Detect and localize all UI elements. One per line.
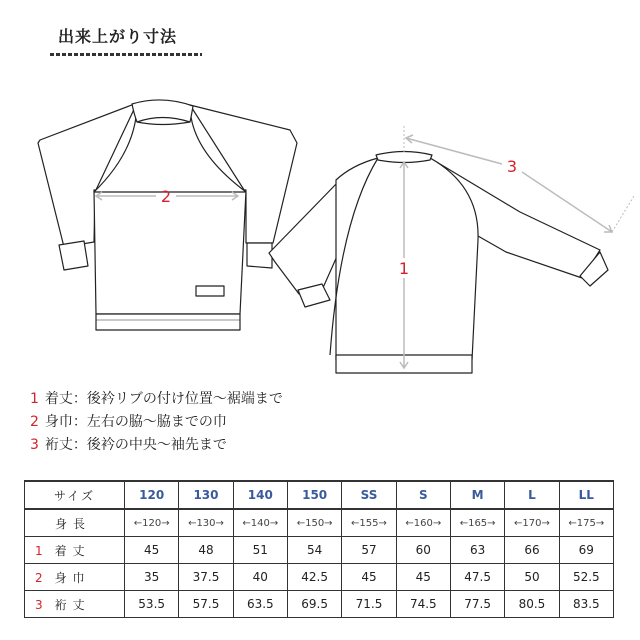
height-row (25, 509, 614, 537)
size-header-cell: 120 (125, 481, 179, 509)
value-cell: 45 (396, 564, 450, 591)
row-label: 2 身巾 (25, 564, 125, 591)
size-header-cell: L (505, 481, 559, 509)
height-cell: ←160→ (396, 509, 450, 537)
measure-label-length: 1 (398, 259, 410, 278)
height-cell: ←140→ (233, 509, 287, 537)
value-cell: 40 (233, 564, 287, 591)
size-header-cell: 150 (287, 481, 341, 509)
value-cell: 47.5 (450, 564, 504, 591)
size-header-cell: LL (559, 481, 613, 509)
value-cell: 51 (233, 537, 287, 564)
row-label: 1 着丈 (25, 537, 125, 564)
value-cell: 69.5 (287, 591, 341, 618)
height-cell: ←120→ (125, 509, 179, 537)
front-right-cuff (247, 243, 272, 268)
value-cell: 45 (342, 564, 396, 591)
front-left-cuff (59, 241, 88, 270)
size-header-cell: SS (342, 481, 396, 509)
size-header-row (25, 481, 614, 509)
value-cell: 83.5 (559, 591, 613, 618)
size-header-cell: 140 (233, 481, 287, 509)
value-cell: 63 (450, 537, 504, 564)
value-cell: 50 (505, 564, 559, 591)
height-cell: ←175→ (559, 509, 613, 537)
table-row-sleeve (25, 591, 614, 618)
value-cell: 74.5 (396, 591, 450, 618)
height-cell: ←150→ (287, 509, 341, 537)
size-table (24, 480, 614, 618)
height-cell: ←165→ (450, 509, 504, 537)
value-cell: 77.5 (450, 591, 504, 618)
size-header-cell: S (396, 481, 450, 509)
row-label: 3 裄丈 (25, 591, 125, 618)
height-cell: ←170→ (505, 509, 559, 537)
height-cell: ←130→ (179, 509, 233, 537)
value-cell: 71.5 (342, 591, 396, 618)
value-cell: 42.5 (287, 564, 341, 591)
front-hem-rib (96, 314, 240, 330)
value-cell: 35 (125, 564, 179, 591)
size-header-cell: M (450, 481, 504, 509)
size-header-cell: 130 (179, 481, 233, 509)
value-cell: 45 (125, 537, 179, 564)
value-cell: 60 (396, 537, 450, 564)
page-title: 出来上がり寸法 (58, 27, 178, 46)
table-row-length (25, 537, 614, 564)
value-cell: 48 (179, 537, 233, 564)
value-cell: 69 (559, 537, 613, 564)
height-row-label: 身長 (25, 509, 125, 537)
size-header-label: サイズ (25, 481, 125, 509)
table-row-body-width (25, 564, 614, 591)
height-cell: ←155→ (342, 509, 396, 537)
legend-item-sleeve: 3 裄丈：後衿の中央〜袖先まで (30, 437, 227, 453)
value-cell: 57 (342, 537, 396, 564)
value-cell: 66 (505, 537, 559, 564)
measure-label-sleeve: 3 (506, 157, 518, 176)
value-cell: 52.5 (559, 564, 613, 591)
legend-item-body-width: 2 身巾：左右の脇〜脇までの巾 (30, 414, 227, 430)
measure-label-body-width: 2 (160, 187, 172, 206)
value-cell: 37.5 (179, 564, 233, 591)
value-cell: 80.5 (505, 591, 559, 618)
value-cell: 54 (287, 537, 341, 564)
value-cell: 63.5 (233, 591, 287, 618)
legend-item-length: 1 着丈：後衿リブの付け位置〜裾端まで (30, 391, 283, 407)
value-cell: 53.5 (125, 591, 179, 618)
value-cell: 57.5 (179, 591, 233, 618)
